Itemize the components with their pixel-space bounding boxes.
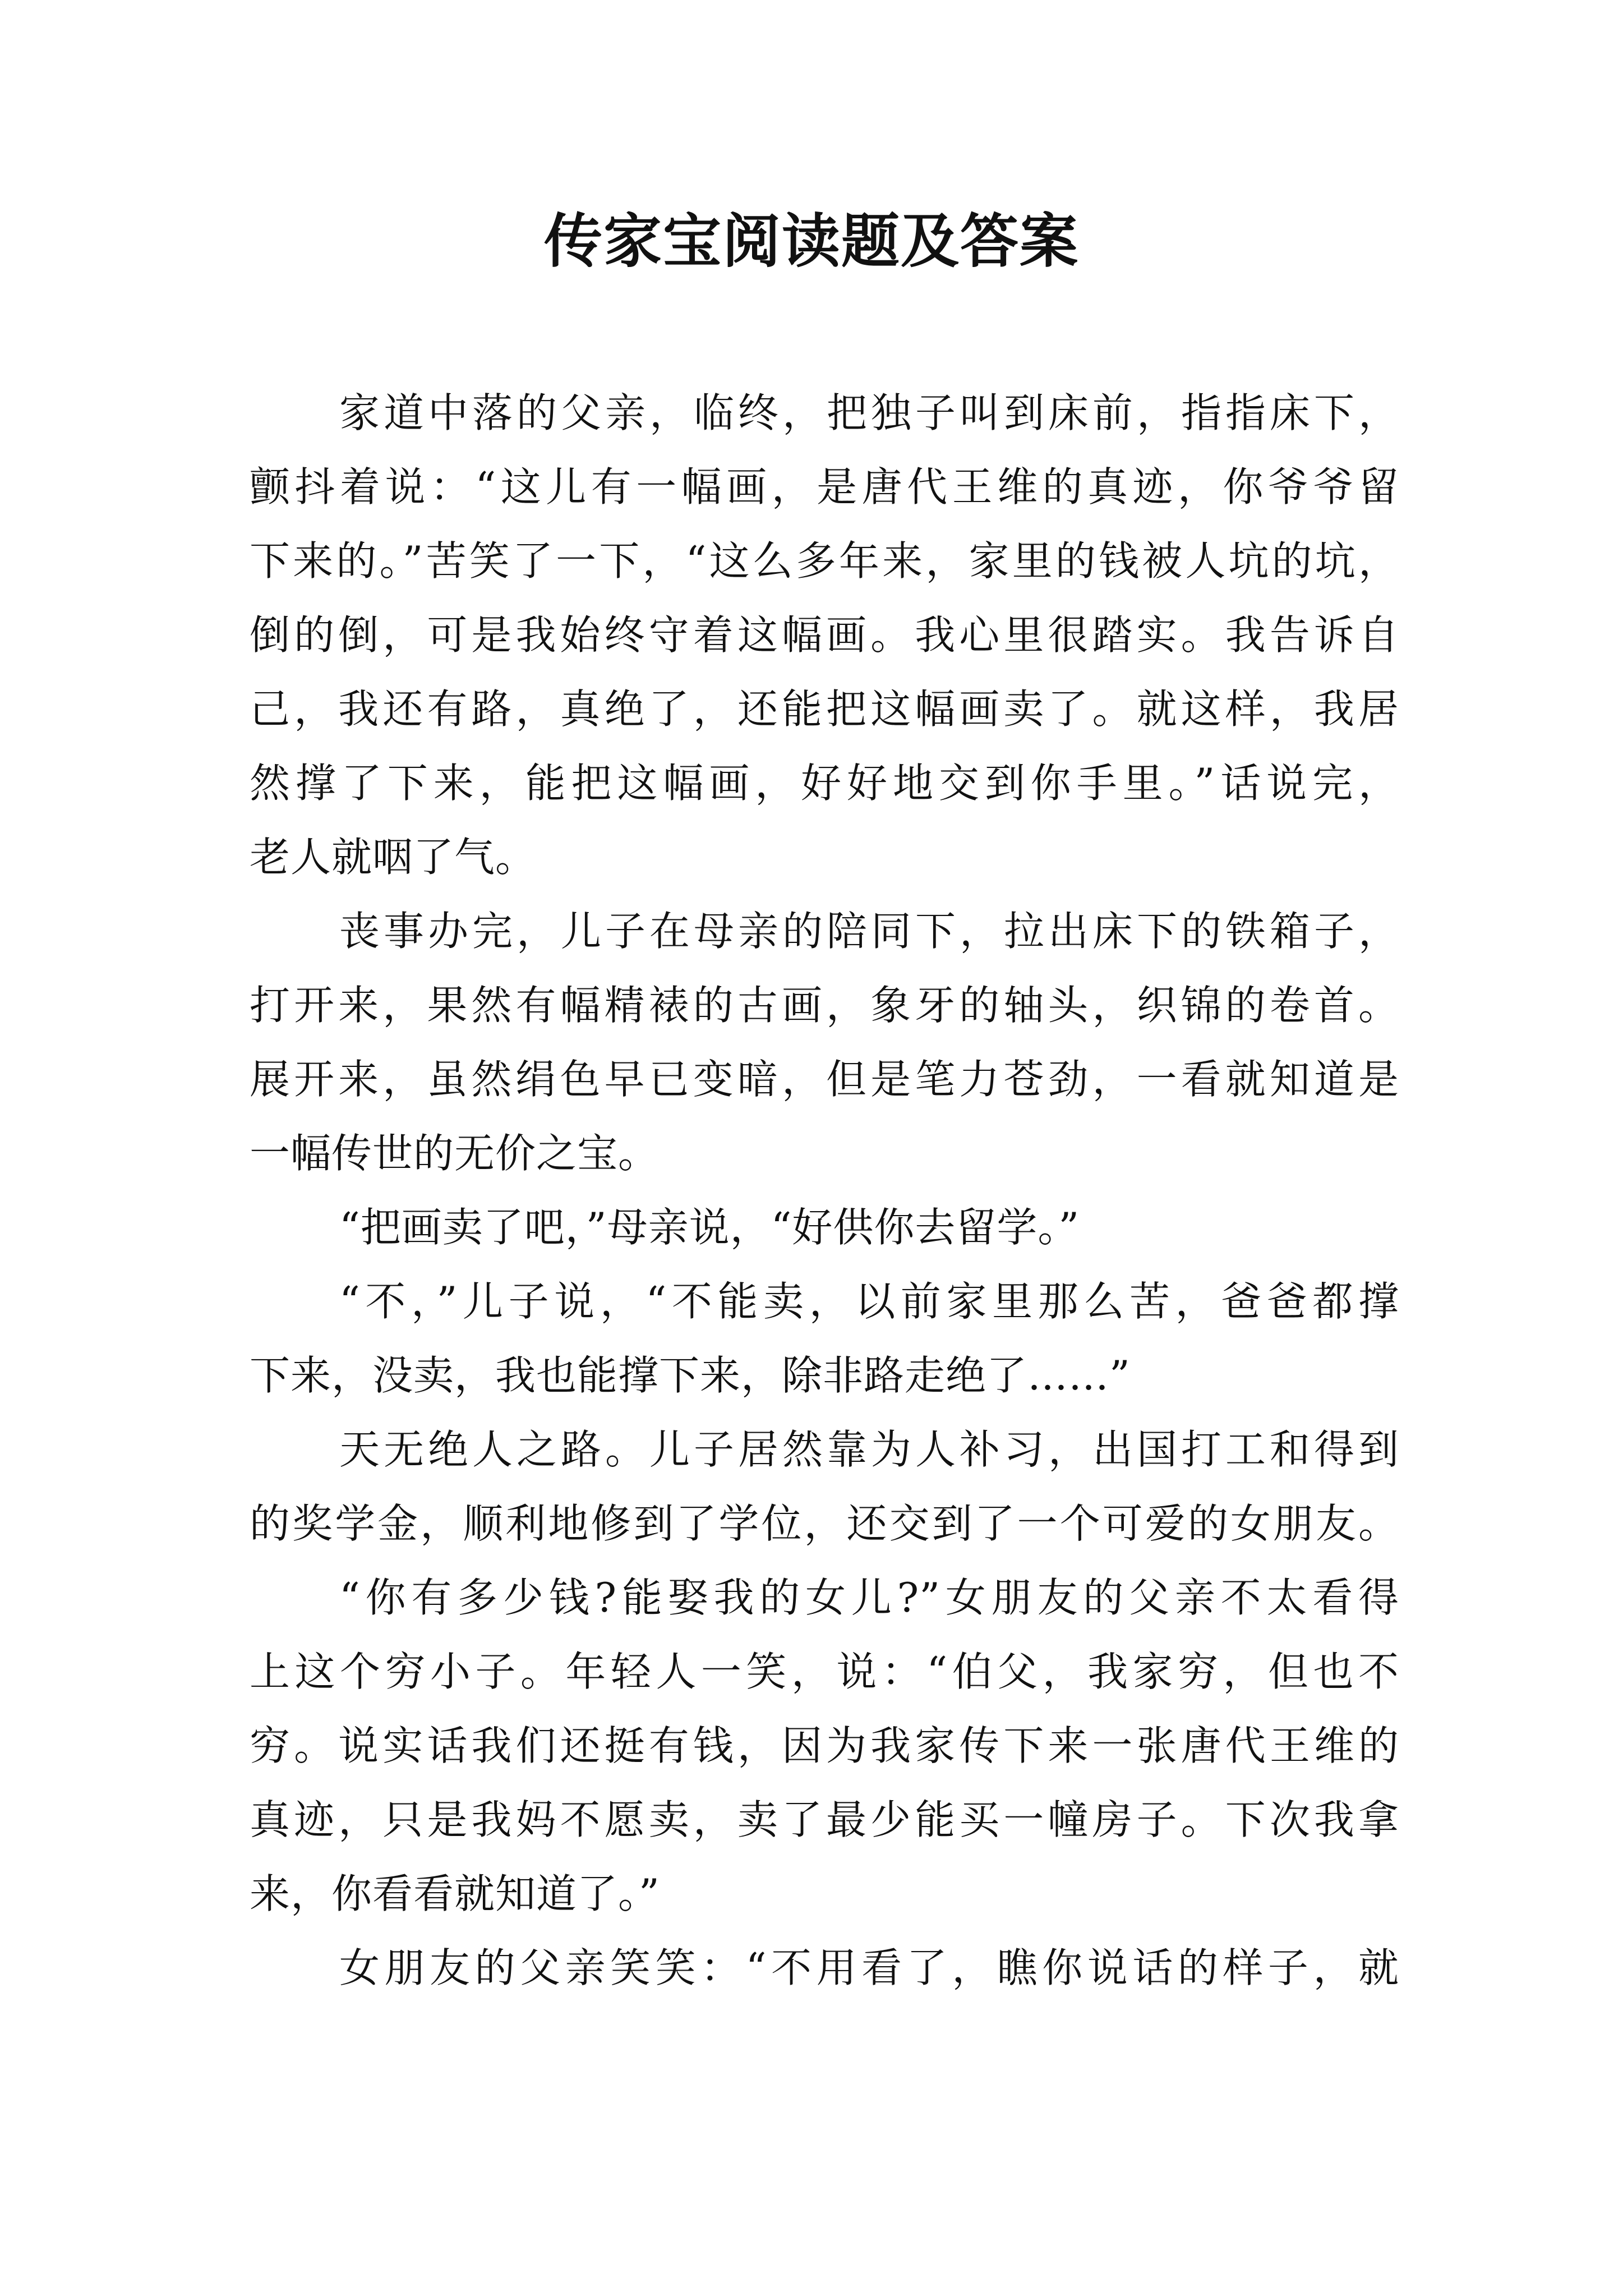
paragraph [250, 1931, 1399, 2005]
text-line: 的奖学金，顺利地修到了学位，还交到了一个可爱的女朋友。 [250, 1500, 1399, 1547]
text-line: “你有多少钱?能娶我的女儿?”女朋友的父亲不太看得 [339, 1574, 1399, 1621]
text-line: 来，你看看就知道了。” [250, 1870, 660, 1917]
text-line: 老人就咽了气。 [250, 834, 537, 881]
document-title: 传家宝阅读题及答案 [543, 206, 1079, 275]
paragraph [250, 894, 1399, 1190]
text-line: 打开来，果然有幅精裱的古画，象牙的轴头，织锦的卷首。 [250, 982, 1399, 1029]
text-line: 女朋友的父亲笑笑：“不用看了，瞧你说话的样子，就 [339, 1944, 1399, 1991]
text-line: 倒的倒，可是我始终守着这幅画。我心里很踏实。我告诉自 [250, 611, 1399, 659]
text-line: 真迹，只是我妈不愿卖，卖了最少能买一幢房子。下次我拿 [250, 1796, 1399, 1843]
text-line: 一幅传世的无价之宝。 [250, 1130, 660, 1177]
text-line: 己，我还有路，真绝了，还能把这幅画卖了。就这样，我居 [250, 685, 1399, 733]
paragraph [250, 1264, 1399, 1412]
text-line: 颤抖着说：“这儿有一幅画，是唐代王维的真迹，你爷爷留 [250, 463, 1399, 510]
paragraph [250, 1561, 1399, 1931]
paragraph [250, 376, 1399, 894]
paragraph [250, 1190, 1399, 1264]
text-line: “把画卖了吧，”母亲说，“好供你去留学。” [339, 1204, 1080, 1251]
text-line: 然撑了下来，能把这幅画，好好地交到你手里。”话说完， [250, 760, 1399, 807]
text-line: “不，”儿子说，“不能卖，以前家里那么苦，爸爸都撑 [339, 1278, 1399, 1325]
text-line: 丧事办完，儿子在母亲的陪同下，拉出床下的铁箱子， [339, 908, 1399, 955]
text-line: 展开来，虽然绢色早已变暗，但是笔力苍劲，一看就知道是 [250, 1056, 1399, 1103]
text-line: 天无绝人之路。儿子居然靠为人补习，出国打工和得到 [339, 1426, 1399, 1473]
text-line: 家道中落的父亲，临终，把独子叫到床前，指指床下， [339, 389, 1399, 436]
document-body [250, 376, 1399, 2005]
paragraph [250, 1412, 1399, 1561]
text-line: 上这个穷小子。年轻人一笑，说：“伯父，我家穷，但也不 [250, 1648, 1399, 1695]
text-line: 下来，没卖，我也能撑下来，除非路走绝了……” [250, 1352, 1131, 1399]
text-line: 下来的。”苦笑了一下，“这么多年来，家里的钱被人坑的坑， [250, 537, 1399, 585]
text-line: 穷。说实话我们还挺有钱，因为我家传下来一张唐代王维的 [250, 1722, 1399, 1769]
